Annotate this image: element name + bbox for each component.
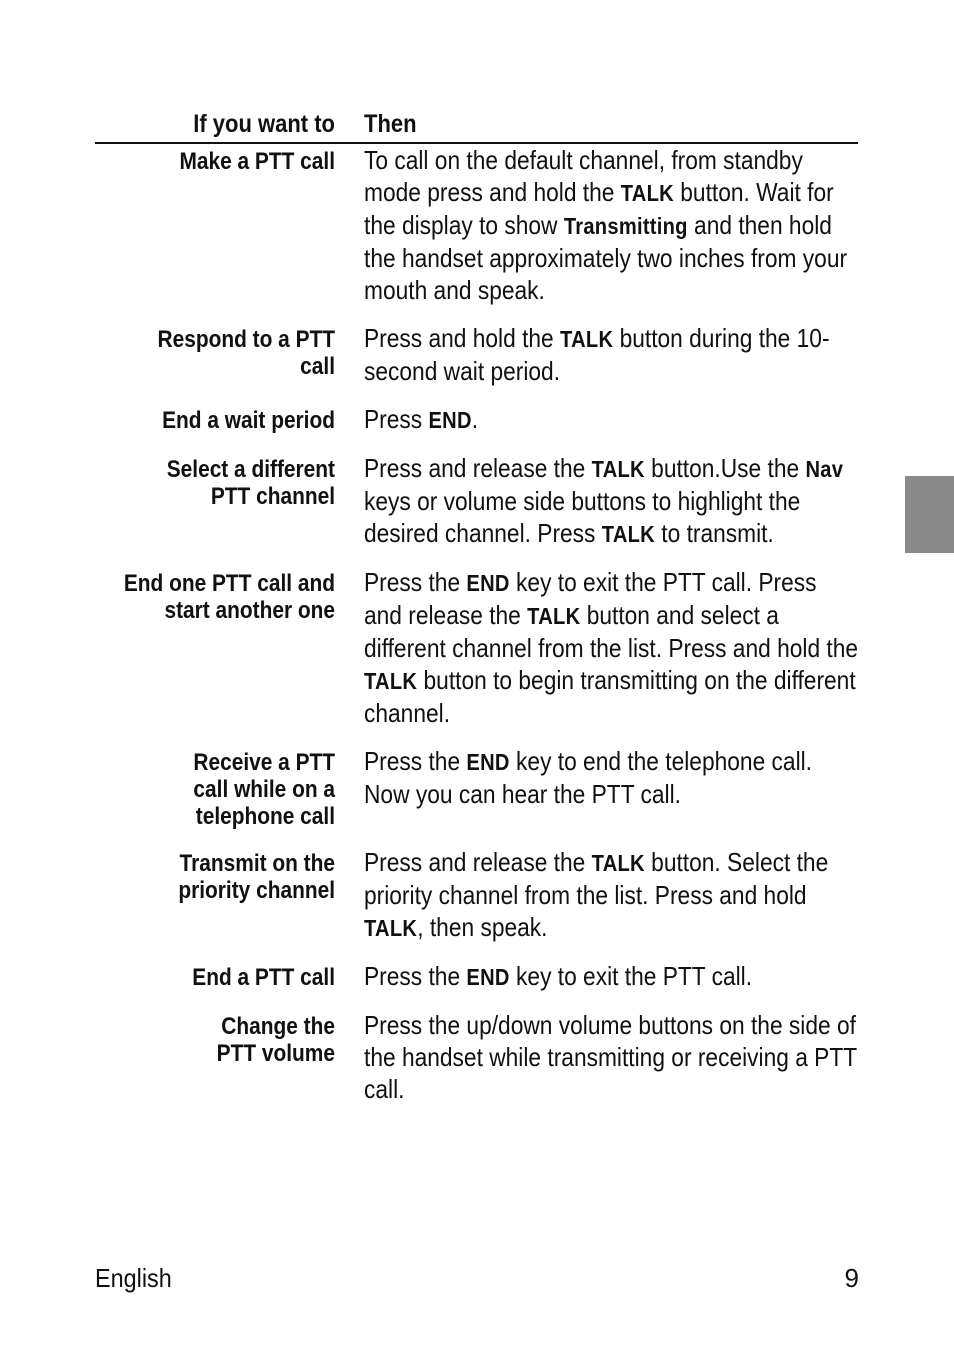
action-label: Respond to a PTT call xyxy=(157,326,335,380)
instruction-table xyxy=(95,100,858,1125)
description-text: key to end the telephone call. Now you can hear the PTT call. xyxy=(364,746,812,809)
description-text: and then hold the handset approximately two inches from your mouth and speak. xyxy=(364,210,848,305)
action-label: Select a different PTT channel xyxy=(166,456,335,510)
description-text: Press xyxy=(364,404,429,434)
table-row xyxy=(95,453,858,550)
action-label: Make a PTT call xyxy=(179,148,335,175)
key-name: TALK xyxy=(620,180,674,206)
description-text: . xyxy=(471,404,479,434)
table-row xyxy=(95,847,858,944)
description-text: button and select a different channel from the list. Press and hold the xyxy=(364,600,859,663)
header-if-you-want-to: If you want to xyxy=(193,110,335,138)
action-description xyxy=(364,960,858,993)
description-text: keys or volume side buttons to highlight the desired channel. Press xyxy=(364,486,801,548)
action-description xyxy=(364,745,858,810)
key-name: END xyxy=(466,749,510,775)
action-description xyxy=(364,452,858,550)
table-row xyxy=(95,567,859,729)
action-label: End a PTT call xyxy=(192,964,335,991)
key-name: TALK xyxy=(364,668,418,694)
key-name: END xyxy=(466,570,510,596)
table-row xyxy=(95,404,858,436)
table-row xyxy=(95,746,858,830)
action-description xyxy=(364,566,858,729)
table-row xyxy=(95,145,858,306)
footer-language: English xyxy=(95,1263,172,1293)
key-name: TALK xyxy=(560,326,614,352)
description-text: button to begin transmitting on the different channel. xyxy=(364,665,856,728)
key-name: TALK xyxy=(591,850,645,876)
table-header xyxy=(95,100,858,144)
key-name: Nav xyxy=(805,456,844,482)
description-text: To call on the default channel, from standby mode press and hold the xyxy=(364,145,803,207)
key-name: END xyxy=(466,964,510,990)
table-row xyxy=(95,961,858,993)
description-text: button.Use the xyxy=(644,453,806,483)
description-text: button during the 10-second wait period. xyxy=(364,323,830,386)
description-text: Press the up/down volume buttons on the side of the handset while transmitting or receiving a PTT call. xyxy=(364,1010,857,1104)
action-label: Transmit on the priority channel xyxy=(178,850,335,904)
description-text: button. Select the priority channel from the list. Press and hold xyxy=(364,847,829,910)
description-text: Press and release the xyxy=(364,453,592,483)
action-label: Change the PTT volume xyxy=(216,1013,335,1067)
description-text: Press the xyxy=(364,746,467,776)
description-text: Press the xyxy=(364,961,467,991)
section-thumb-tab xyxy=(905,476,954,553)
table-row xyxy=(95,323,858,387)
description-text: , then speak. xyxy=(417,912,548,942)
description-text: to transmit. xyxy=(654,518,774,548)
header-then: Then xyxy=(364,110,417,138)
key-name: TALK xyxy=(527,603,581,629)
action-label: End one PTT call and start another one xyxy=(123,570,335,624)
action-description xyxy=(364,322,858,387)
action-description xyxy=(364,403,858,436)
action-label: Receive a PTT call while on a telephone call xyxy=(193,749,335,830)
action-description xyxy=(364,846,858,944)
action-label: End a wait period xyxy=(162,407,335,434)
action-description xyxy=(364,1009,858,1105)
description-text: key to exit the PTT call. xyxy=(509,961,753,991)
key-name: END xyxy=(428,407,472,433)
description-text: button. Wait for the display to show xyxy=(364,177,834,240)
description-text: Press and hold the xyxy=(364,323,561,353)
description-text: Press and release the xyxy=(364,847,592,877)
action-description xyxy=(364,144,858,306)
table-row xyxy=(95,1010,858,1105)
key-name: TALK xyxy=(591,456,645,482)
table-body xyxy=(95,145,859,1105)
key-name: TALK xyxy=(364,915,418,941)
key-name: TALK xyxy=(601,521,655,547)
description-text: Press the xyxy=(364,567,467,597)
page-number: 9 xyxy=(844,1263,859,1293)
key-name: Transmitting xyxy=(563,213,688,239)
description-text: key to exit the PTT call. Press and release the xyxy=(364,567,817,630)
